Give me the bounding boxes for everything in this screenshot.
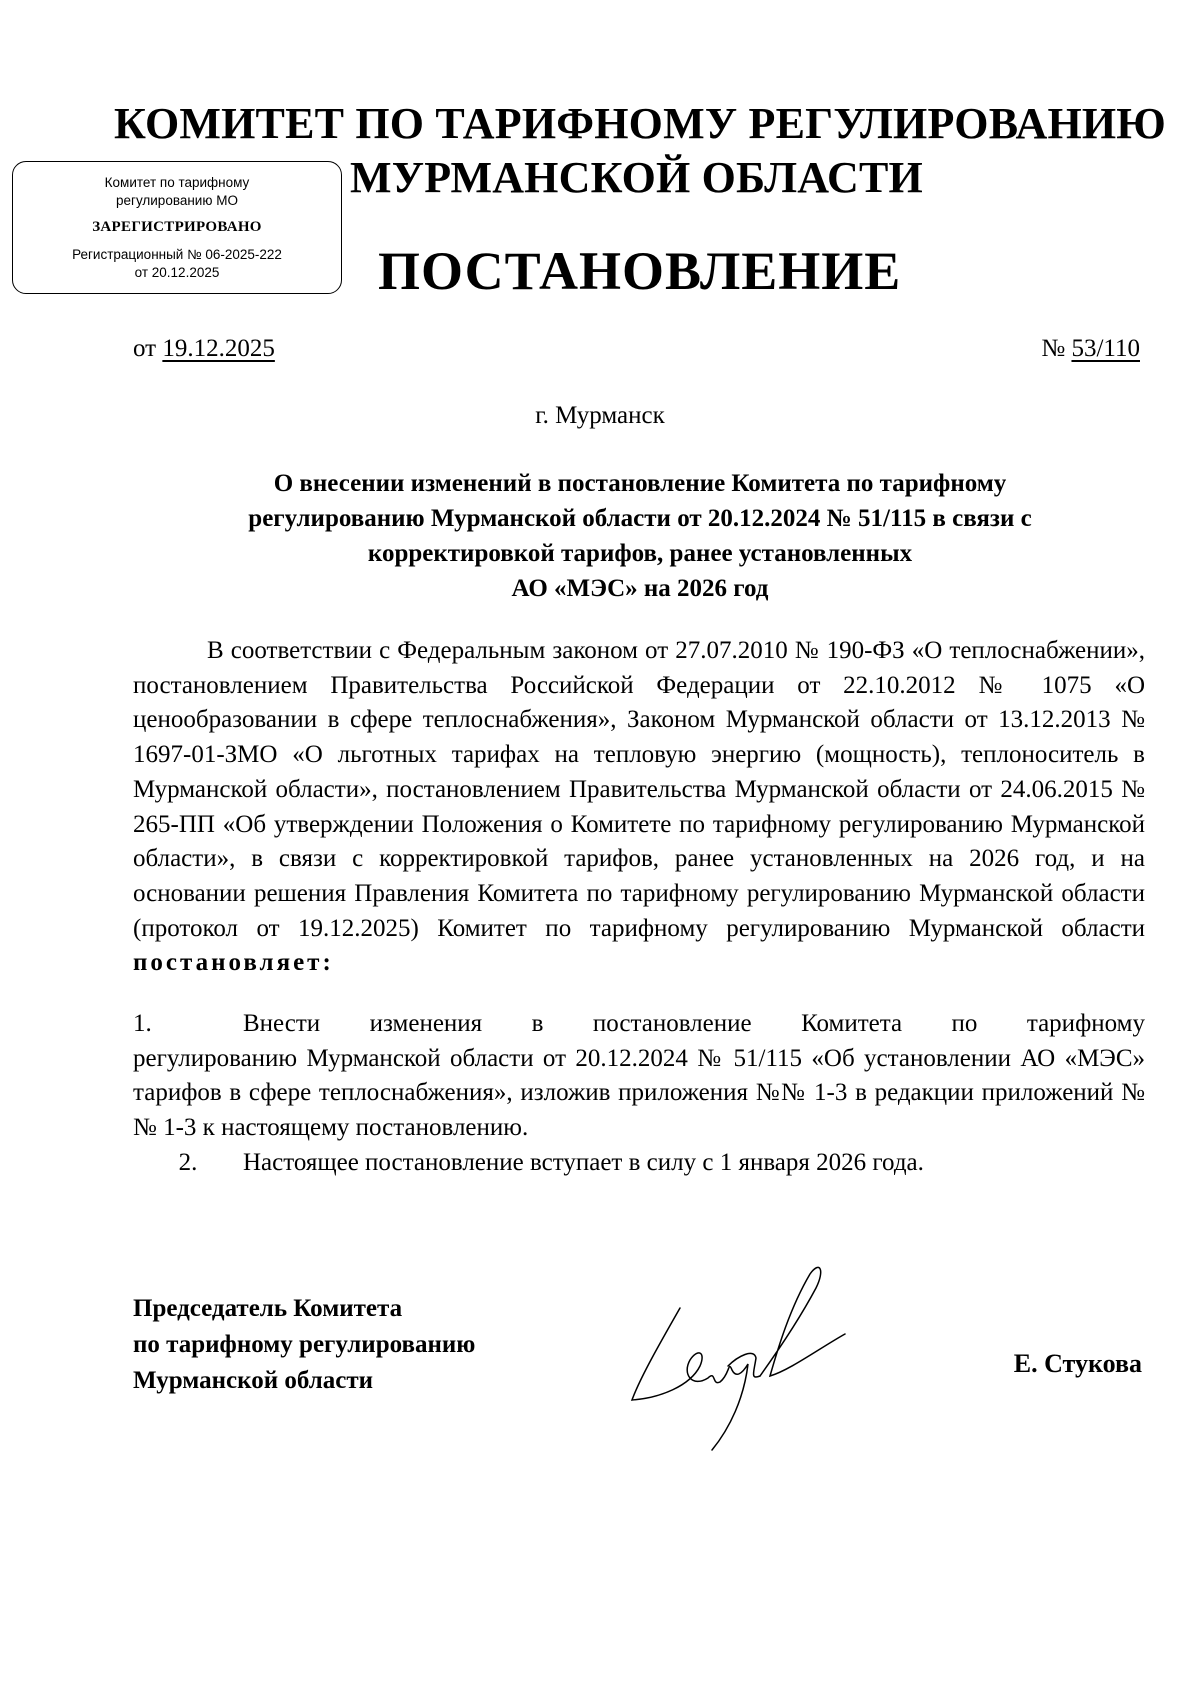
- document-number: [1041, 335, 1140, 363]
- subject-line4: АО «МЭС» на 2026 год: [511, 575, 769, 602]
- preamble-text: В соответствии с Федеральным законом от 27.07.2010 № 190-ФЗ «О теплоснабжении», постановлением Правительства Российской Федерации от 22.10.2012 № 1075 «О ценообразовании в сфере теплоснабжения», Законом Мурманской области от 13.12.2013 № 1697-01-ЗМО «О льготных тарифах на тепловую энергию (мощность), теплоноситель в Мурманской области», постановлением Правительства Мурманской области от 24.06.2015 № 265-ПП «Об утверждении Положения о Комитете по тарифному регулированию Мурманской области», в связи с корректировкой тарифов, ранее установленных на 2026 год, и на основании решения Правления Комитета по тарифному регулированию Мурманской области (протокол от 19.12.2025) Комитет по тарифному регулированию Мурманской области: [133, 637, 1145, 942]
- document-subject: [130, 466, 1150, 606]
- subject-line1: О внесении изменений в постановление Комитета по тарифному: [273, 470, 1007, 497]
- stamp-reg-number: Регистрационный № 06-2025-222: [72, 247, 282, 262]
- document-type: ПОСТАНОВЛЕНИЕ: [378, 241, 902, 301]
- item-text: Настоящее постановление вступает в силу с 1 января 2026 года.: [243, 1148, 924, 1176]
- item-number: 1.: [133, 1010, 152, 1037]
- city: г. Мурманск: [535, 402, 665, 429]
- subject-line3: корректировкой тарифов, ранее установленных: [367, 540, 913, 567]
- org-title-line1: КОМИТЕТ ПО ТАРИФНОМУ РЕГУЛИРОВАНИЮ: [113, 99, 1167, 148]
- stamp-line2: регулированию МО: [116, 193, 238, 208]
- signer-title-line1: Председатель Комитета: [133, 1295, 403, 1322]
- signer-title: [133, 1291, 475, 1399]
- stamp-line1: Комитет по тарифному: [104, 175, 250, 190]
- stamp-status: ЗАРЕГИСТРИРОВАНО: [92, 219, 262, 235]
- decree-item-2: [133, 1146, 1145, 1181]
- handwritten-signature: [620, 1248, 860, 1458]
- signer-title-line2: по тарифному регулированию: [133, 1331, 476, 1358]
- subject-line2: регулированию Мурманской области от 20.12.2024 № 51/115 в связи с: [248, 505, 1032, 532]
- org-title-line2: МУРМАНСКОЙ ОБЛАСТИ: [350, 153, 923, 202]
- item-rest: регулированию Мурманской области от 20.12.2024 № 51/115 «Об установлении АО «МЭС» тарифов в сфере теплоснабжения», изложив приложения №№ 1-3 в редакции приложений №№ 1-3 к настоящему постановлению.: [133, 1044, 1145, 1142]
- signer-title-line3: Мурманской области: [133, 1367, 374, 1394]
- preamble-paragraph: [133, 634, 1145, 981]
- decree-keyword: постановляет:: [133, 949, 334, 977]
- date-value: 19.12.2025: [162, 335, 275, 362]
- registration-stamp: [12, 161, 342, 294]
- item-first-line: Внести изменения в постановление Комитета по тарифному: [243, 1010, 1145, 1037]
- date-prefix: от: [133, 335, 157, 362]
- document-date: [133, 335, 275, 363]
- decree-items: [133, 1007, 1145, 1181]
- number-value: 53/110: [1071, 335, 1140, 362]
- decree-item-1: [133, 1007, 1145, 1146]
- signer-name: Е. Стукова: [1013, 1349, 1142, 1378]
- stamp-reg-date: от 20.12.2025: [134, 265, 220, 280]
- item-number: 2.: [178, 1148, 198, 1176]
- number-prefix: №: [1041, 335, 1066, 362]
